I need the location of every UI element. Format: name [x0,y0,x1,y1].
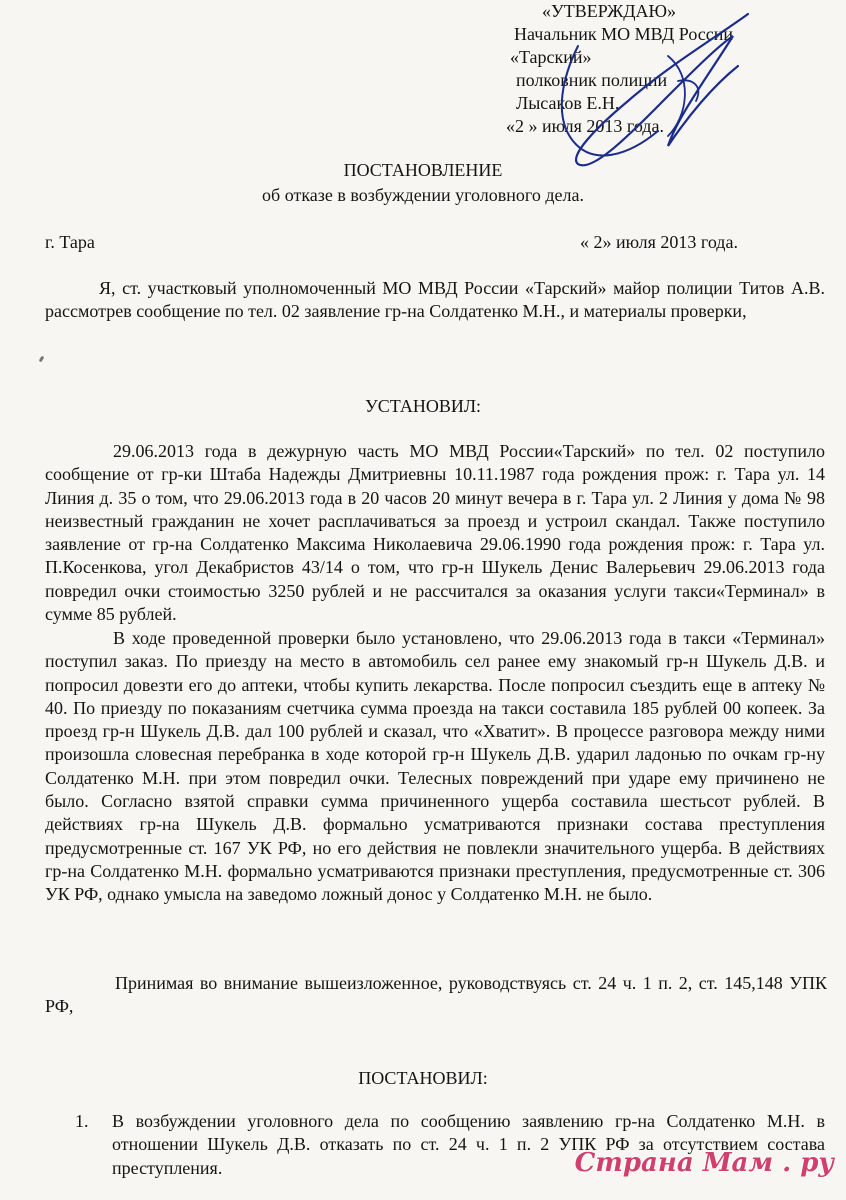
approval-position: Начальник МО МВД России [514,24,734,44]
grounds-paragraph: Принимая во внимание вышеизложенное, руководствуясь ст. 24 ч. 1 п. 2, ст. 145,148 УПК РФ, [45,973,827,1017]
watermark-logo: Страна Мам . ру [574,1148,834,1178]
document-subtitle: об отказе в возбуждении уголовного дела. [262,185,584,205]
decision-number: 1. [75,1111,89,1131]
intro-paragraph: Я, ст. участковый уполномоченный МО МВД России «Тарский» майор полиции Титов А.В. рассмотрев сообщение по тел. 02 заявление гр-на Солдатенко М.Н., и материалы проверки, [45,278,825,322]
document-date: « 2» июля 2013 года. [580,232,738,252]
approval-department: «Тарский» [510,47,592,67]
approval-rank: полковник полиции [516,70,668,90]
findings-paragraph-2: В ходе проведенной проверки было установлено, что 29.06.2013 года в такси «Терминал» поступил заказ. По приезду на место в автомобиль сел ранее ему знакомый гр-н Шукель Д.В. и попросил довезти его до аптеки, чтобы купить лекарства. После попросил съездить еще в аптеку № 40. По приезду по показаниям счетчика сумма проезда на такси составила 185 рублей 00 копеек. За проезд гр-н Шукель Д.В. дал 100 рублей и сказал, что «Хватит». В процессе разговора между ними произошла словесная перебранка в ходе которой гр-н Шукель Д.В. ударил ладонью по очкам гр-ну Солдатенко М.Н. при этом повредил очки. Телесных повреждений при ударе ему причинено не было. Согласно взятой справки сумма причиненного ущерба составила шестьсот рублей. В действиях гр-на Шукель Д.В. формально усматриваются признаки состава преступления предусмотренные ст. 167 УК РФ, но его действия не повлекли значительного ущерба. В действиях гр-на Солдатенко М.Н. формально усматриваются признаки преступления, предусмотренные ст. 306 УК РФ, однако умысла на заведомо ложный донос у Солдатенко М.Н. не было. [45,628,825,905]
signature-image [518,6,768,176]
city: г. Тара [45,232,95,252]
approval-title: «УТВЕРЖДАЮ» [542,1,677,21]
document-title: ПОСТАНОВЛЕНИЕ [343,160,503,180]
heading-established: УСТАНОВИЛ: [364,396,482,416]
decision-text: В возбуждении уголовного дела по сообщению заявлению гр-на Солдатенко М.Н. в отношении Шукель Д.В. отказать по ст. 24 ч. 1 п. 2 УПК РФ за отсутствием состава преступления. [112,1111,825,1178]
scan-speck [39,356,45,363]
findings-paragraph-1: 29.06.2013 года в дежурную часть МО МВД России«Тарский» по тел. 02 поступило сообщение от гр-ки Штаба Надежды Дмитриевны 10.11.1987 года рождения прож: г. Тара ул. 14 Линия д. 35 о том, что 29.06.2013 года в 20 часов 20 минут вечера в г. Тара ул. 2 Линия у дома № 98 неизвестный гражданин не хочет расплачиваться за проезд и устроил скандал. Также поступило заявление от гр-на Солдатенко Максима Николаевича 29.06.1990 года рождения прож: г. Тара ул. П.Косенкова, угол Декабристов 43/14 о том, что гр-н Шукель Денис Валерьевич 29.06.2013 года повредил очки стоимостью 3250 рублей и не рассчитался за оказания услуги такси«Терминал» в сумме 85 рублей. [45,441,825,625]
approval-date: «2 » июля 2013 года. [506,116,664,136]
heading-decided: ПОСТАНОВИЛ: [358,1068,488,1088]
approval-name: Лысаков Е.Н. [516,93,620,113]
